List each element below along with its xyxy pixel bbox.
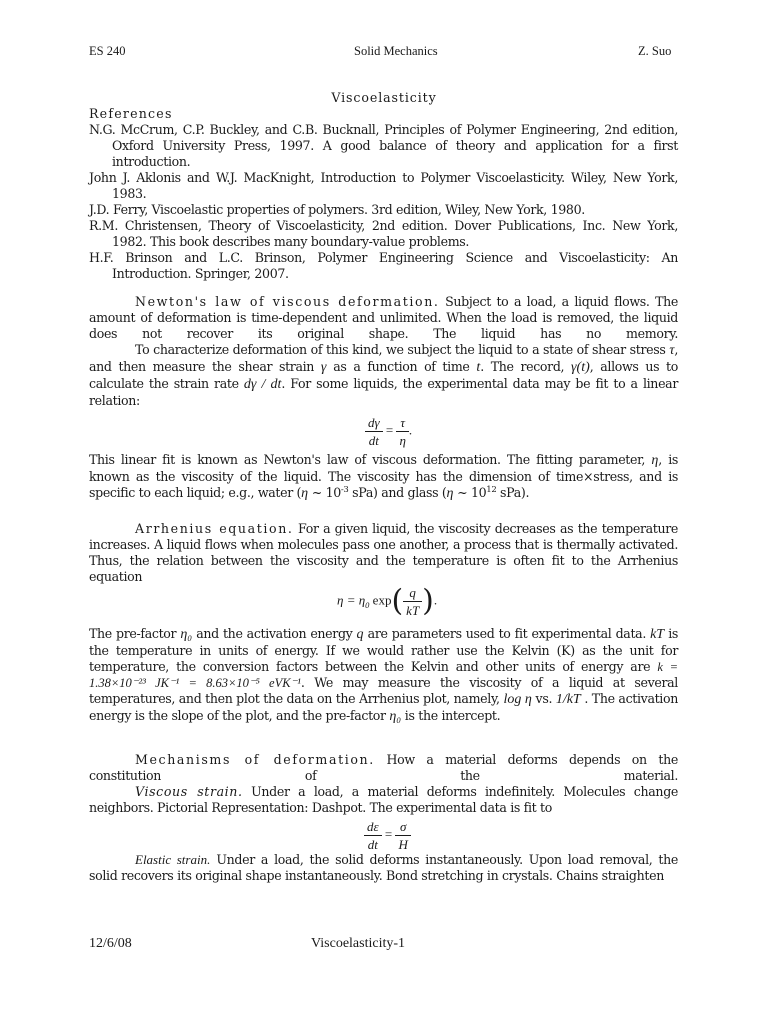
arrhenius-paragraph-2: The pre-factor η₀ and the activation energy q are parameters used to fit experimental data. kT is the temperature in units of energy. If we would rather use the Kelvin (K) as the unit for temperature, the conversion factors between the Kelvin and other units of energy are k = 1.38×10⁻²³ JK⁻¹ = 8.63×10⁻⁵ eVK⁻¹. We may measure the viscosity of a liquid at several temperatures, and then plot the data on the Arrhenius plot, namely, log η vs. 1/kT . The activation energy is the slope of the plot, and the pre-factor η₀ is the intercept. — [89, 626, 679, 724]
mechanisms-section: Mechanisms of deformation. How a material deforms depends on the constitution of the material. Viscous strain. Under a load, a material deforms indefinitely. Molecules change neighbors. Pictorial Representation: Dashpot. The experimental data is fit to — [89, 752, 679, 815]
page-title: Viscoelasticity — [331, 90, 437, 105]
reference-item: John J. Aklonis and W.J. MacKnight, Introduction to Polymer Viscoelasticity. Wiley, New York, 1983. — [89, 170, 678, 201]
header-course: ES 240 — [89, 44, 126, 58]
header-subject: Solid Mechanics — [354, 44, 438, 58]
newton-paragraph-2: To characterize deformation of this kind, we subject the liquid to a state of shear stress τ, and then measure the shear strain γ as a function of time t. The record, γ(t), allows us to calculate the strain rate dγ / dt. For some liquids, the experimental data may be fit to a linear relation: — [89, 342, 678, 408]
viscous-equation: $\frac{d\varepsilon}{dt}$ = $\frac{\sigma}{H}$ — [364, 818, 411, 853]
reference-item: J.D. Ferry, Viscoelastic properties of polymers. 3rd edition, Wiley, New York, 1980. — [89, 202, 585, 217]
newton-heading: Newton's law of viscous deformation. — [135, 294, 440, 309]
reference-item: N.G. McCrum, C.P. Buckley, and C.B. Bucknall, Principles of Polymer Engineering, 2nd edition, Oxford University Press, 1997. A good balance of theory and application for a first introduction. — [89, 122, 678, 169]
references-list — [89, 122, 678, 282]
newton-equation: $\frac{d\gamma}{dt}$ = $\frac{\tau}{\eta}$ . — [365, 414, 412, 449]
footer-page: Viscoelasticity-1 — [311, 936, 406, 951]
elastic-strain-paragraph: Elastic strain. Under a load, the solid deforms instantaneously. Upon load removal, the solid recovers its original shape instantaneously. Bond stretching in crystals. Chains straighten — [89, 852, 679, 883]
references-heading: References — [89, 106, 173, 121]
newton-paragraph-1: Newton's law of viscous deformation. Subject to a load, a liquid flows. The amount of deformation is time-dependent and unlimited. When the load is removed, the liquid does not recover its original shape. The liquid has no memory. — [89, 294, 679, 341]
arrhenius-paragraph-1: Arrhenius equation. For a given liquid, the viscosity decreases as the temperature increases. A liquid flows when molecules pass one another, a process that is thermally activated. Thus, the relation between the viscosity and the temperature is often fit to the Arrhenius equation — [89, 521, 679, 584]
reference-item: H.F. Brinson and L.C. Brinson, Polymer Engineering Science and Viscoelasticity: An Introduction. Springer, 2007. — [89, 250, 678, 281]
arrhenius-equation: $\eta = \eta_0$ exp( $\frac{q}{kT}$ ). — [337, 583, 438, 619]
newton-section — [89, 294, 678, 409]
viscous-strain-paragraph: Viscous strain. Under a load, a material deforms indefinitely. Molecules change neighbors. Pictorial Representation: Dashpot. The experimental data is fit to — [89, 784, 679, 815]
reference-item: R.M. Christensen, Theory of Viscoelasticity, 2nd edition. Dover Publications, Inc. New York, 1982. This book describes many boundary-value problems. — [89, 218, 678, 249]
arrhenius-heading: Arrhenius equation. — [135, 521, 294, 536]
header-author: Z. Suo — [638, 44, 672, 58]
newton-paragraph-3: This linear fit is known as Newton's law of viscous deformation. The fitting parameter, η, is known as the viscosity of the liquid. The viscosity has the dimension of time×stress, and is specific to each liquid; e.g., water (η ~ $10^{-3}$ sPa) and glass (η ~ $10^{12}$ sPa). — [89, 452, 678, 501]
footer-date: 12/6/08 — [89, 936, 132, 951]
mechanisms-heading: Mechanisms of deformation. — [135, 752, 375, 767]
